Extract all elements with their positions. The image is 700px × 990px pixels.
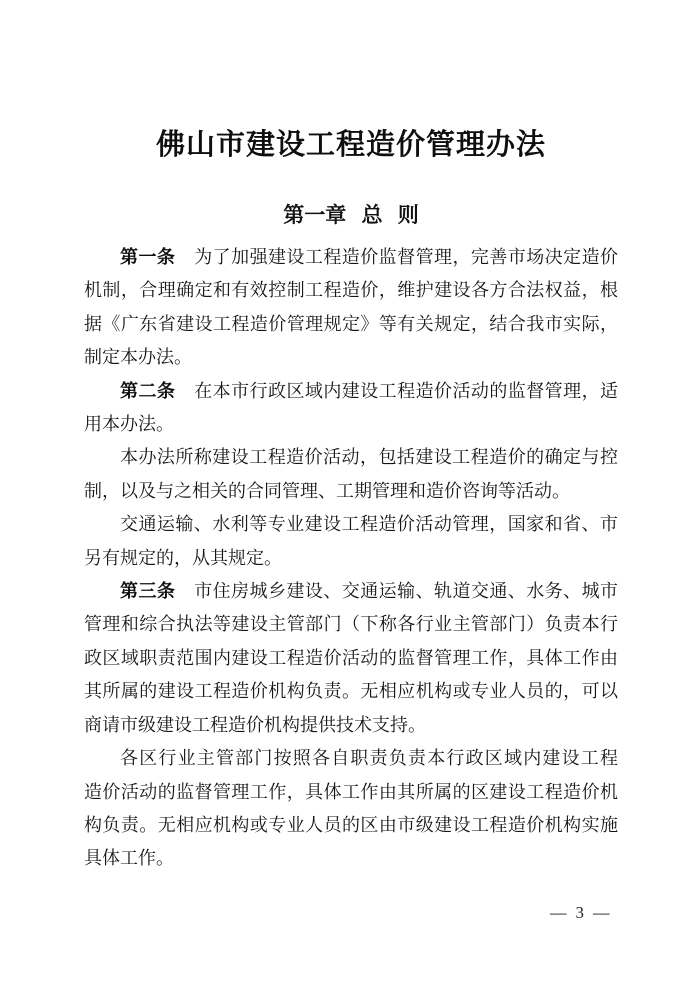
- article-3-subparagraph: [84, 742, 618, 876]
- paragraph-line: 商请市级建设工程造价机构提供技术支持。: [84, 714, 426, 735]
- document-body: [84, 241, 618, 876]
- page-number: — 3 —: [550, 903, 612, 922]
- paragraph-line: 构负责。无相应机构或专业人员的区由市级建设工程造价机构实施: [84, 814, 618, 835]
- article-3-paragraph: [84, 575, 618, 742]
- paragraph-line: 其所属的建设工程造价机构负责。无相应机构或专业人员的，可以: [84, 681, 618, 702]
- paragraph-line: [84, 375, 618, 408]
- paragraph-line: [84, 575, 618, 608]
- paragraph-text: 为了加强建设工程造价监督管理，完善市场决定造价: [194, 247, 619, 267]
- paragraph-line: 制，以及与之相关的合同管理、工期管理和造价咨询等活动。: [84, 480, 570, 501]
- document-title: 佛山市建设工程造价管理办法: [155, 129, 546, 161]
- paragraph-line: 本办法所称建设工程造价活动，包括建设工程造价的确定与控: [120, 447, 618, 468]
- paragraph-line: 政区域职责范围内建设工程造价活动的监督管理工作，具体工作由: [84, 647, 618, 668]
- paragraph-line: 另有规定的，从其规定。: [84, 547, 282, 568]
- paragraph-line: 制定本办法。: [84, 347, 192, 368]
- article-number: 第一条: [120, 247, 176, 267]
- page-content: [0, 128, 700, 876]
- paragraph-line: 各区行业主管部门按照各自职责负责本行政区域内建设工程: [120, 748, 618, 769]
- article-2-subparagraph-2: [84, 508, 618, 575]
- article-number: 第三条: [120, 581, 176, 602]
- article-2-paragraph: [84, 375, 618, 442]
- article-1-paragraph: [84, 241, 618, 375]
- paragraph-line: 用本办法。: [84, 414, 174, 435]
- article-2-subparagraph-1: [84, 441, 618, 508]
- paragraph-line: 造价活动的监督管理工作，具体工作由其所属的区建设工程造价机: [84, 781, 618, 802]
- paragraph-text: 在本市行政区域内建设工程造价活动的监督管理，适: [194, 380, 619, 401]
- chapter-heading: 第一章 总 则: [283, 204, 419, 227]
- paragraph-text: 市住房城乡建设、交通运输、轨道交通、水务、城市: [194, 581, 619, 602]
- paragraph-line: 具体工作。: [84, 848, 174, 869]
- paragraph-line: 交通运输、水利等专业建设工程造价活动管理，国家和省、市: [120, 514, 618, 535]
- paragraph-line: [84, 241, 618, 274]
- paragraph-line: 管理和综合执法等建设主管部门（下称各行业主管部门）负责本行: [84, 614, 618, 635]
- paragraph-line: 机制，合理确定和有效控制工程造价，维护建设各方合法权益，根: [84, 280, 618, 301]
- article-number: 第二条: [120, 380, 176, 401]
- paragraph-line: 据《广东省建设工程造价管理规定》等有关规定，结合我市实际，: [84, 313, 618, 334]
